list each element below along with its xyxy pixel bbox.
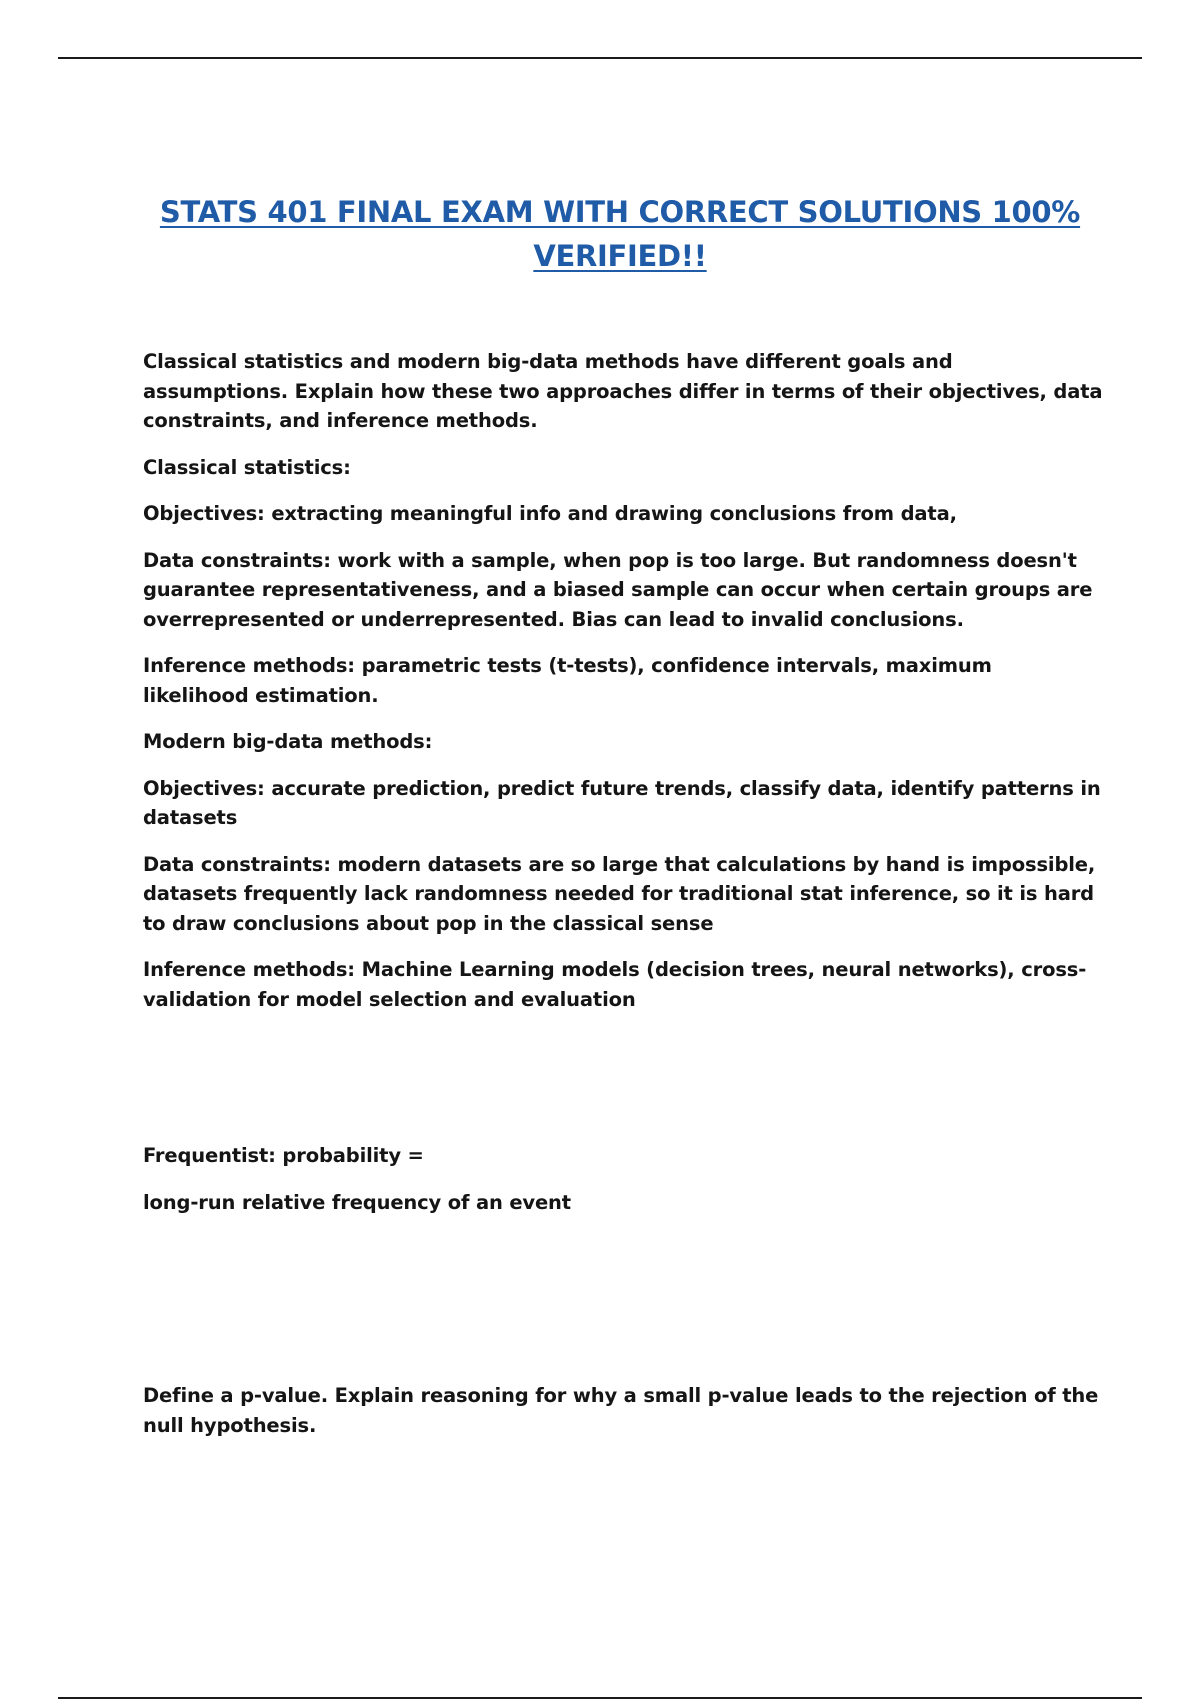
spacer <box>143 1234 1103 1381</box>
footer-rule <box>58 1697 1142 1699</box>
modern-objectives: Objectives: accurate prediction, predict future trends, classify data, identify patterns in datasets <box>143 776 1101 829</box>
spacer <box>143 1031 1103 1141</box>
modern-data-constraints: Data constraints: modern datasets are so large that calculations by hand is impossible, datasets frequently lack randomness needed for traditional stat inference, so it is hard to draw conclusions about pop in the classical sense <box>143 852 1096 935</box>
header-rule <box>58 57 1142 59</box>
classical-statistics-heading: Classical statistics: <box>143 455 351 479</box>
question-p-value: Define a p-value. Explain reasoning for why a small p-value leads to the rejection of the null hypothesis. <box>143 1384 1099 1437</box>
modern-bigdata-heading: Modern big-data methods: <box>143 730 433 753</box>
document-title: STATS 401 FINAL EXAM WITH CORRECT SOLUTIONS 100% VERIFIED!! <box>159 195 1081 273</box>
answer-frequentist: long-run relative frequency of an event <box>143 1190 571 1214</box>
document-body <box>143 347 1103 1457</box>
modern-inference-methods: Inference methods: Machine Learning models (decision trees, neural networks), cross-validation for model selection and evaluation <box>143 958 1087 1011</box>
question-frequentist: Frequentist: probability = <box>143 1144 424 1167</box>
classical-data-constraints: Data constraints: work with a sample, when pop is too large. But randomness doesn't guarantee representativeness, and a biased sample can occur when certain groups are overrepresented or underrepresented. Bias can lead to invalid conclusions. <box>143 548 1093 631</box>
question-classical-vs-bigdata: Classical statistics and modern big-data methods have different goals and assumptions. Explain how these two approaches differ in terms of their objectives, data constraints, and inference methods. <box>143 350 1103 432</box>
classical-inference-methods: Inference methods: parametric tests (t-tests), confidence intervals, maximum likelihood estimation. <box>143 654 992 707</box>
classical-objectives: Objectives: extracting meaningful info and drawing conclusions from data, <box>143 502 957 525</box>
